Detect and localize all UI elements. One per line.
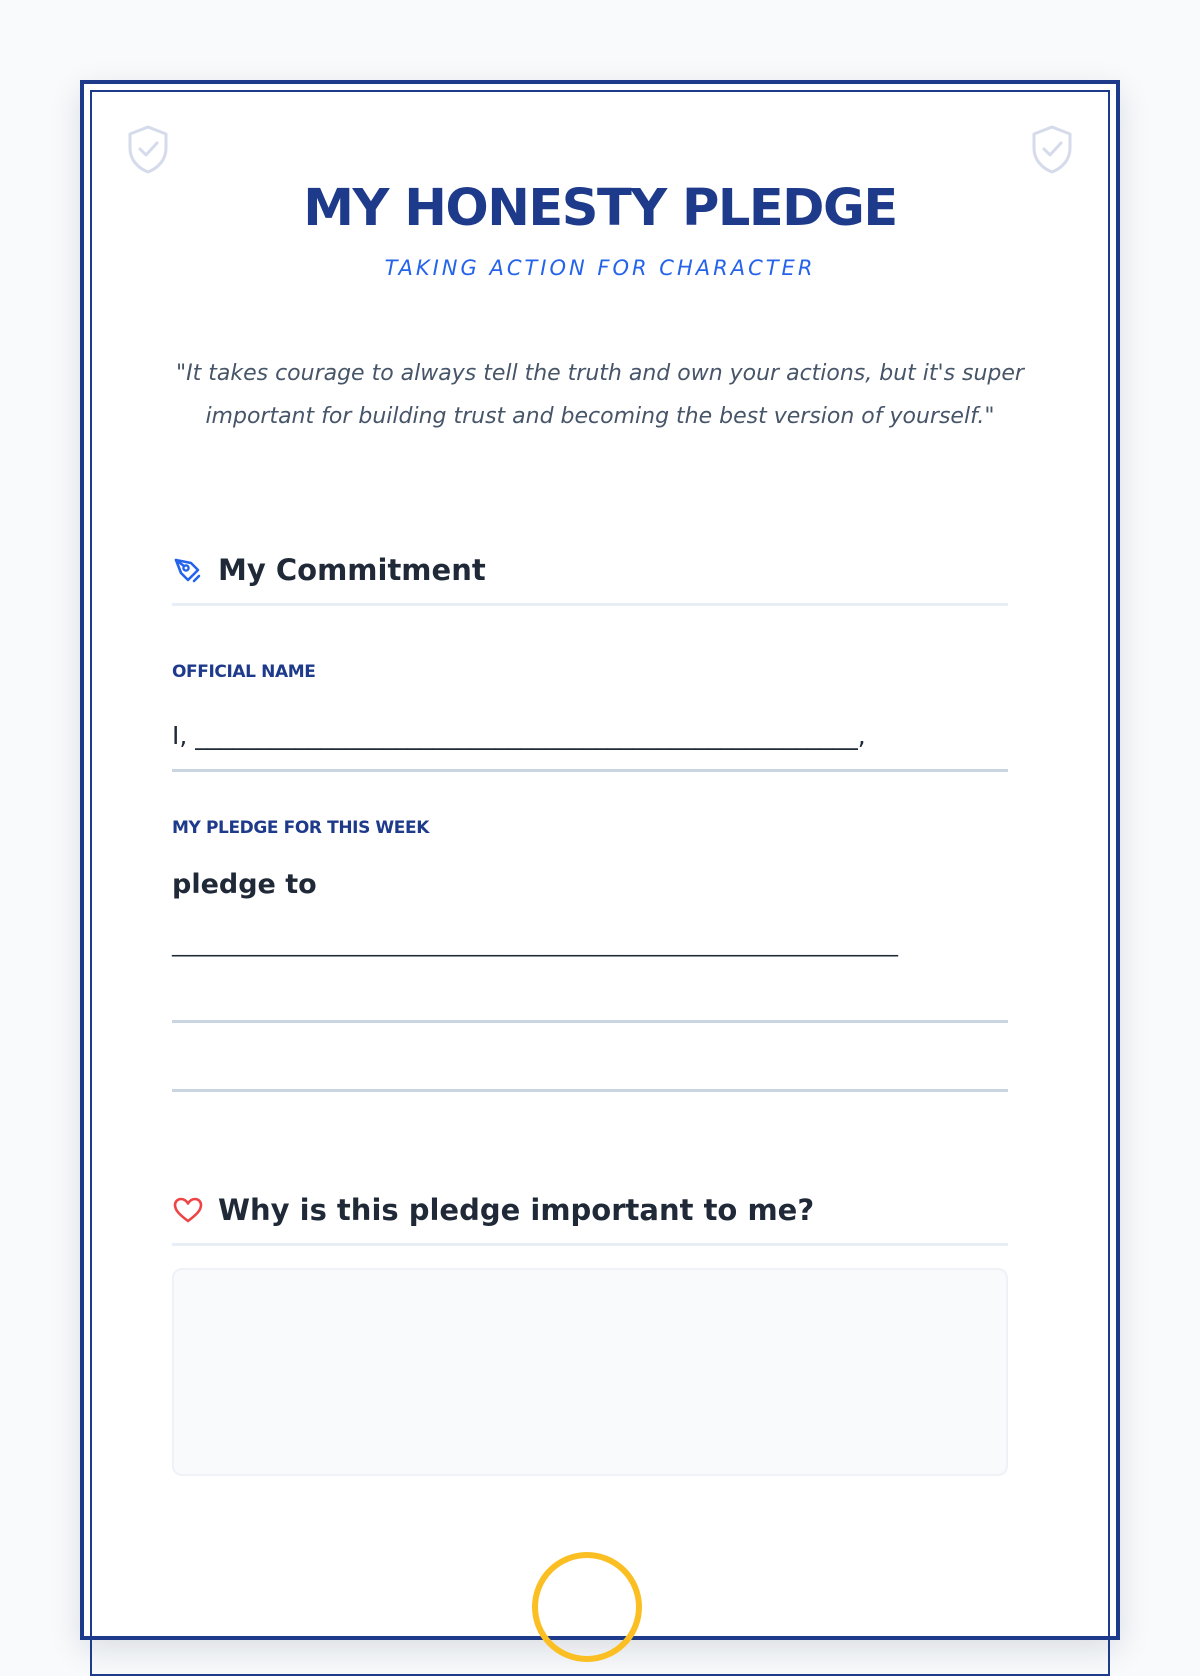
pledge-writing-line[interactable] <box>172 1089 1008 1092</box>
pledge-blank-line[interactable]: __________________________________________________________________ <box>172 932 898 957</box>
commitment-heading: My Commitment <box>218 552 486 587</box>
commitment-section-header <box>172 536 1008 606</box>
motivational-quote: "It takes courage to always tell the truth and own your actions, but it's super important for building trust and becoming the best version of yourself." <box>176 361 1024 429</box>
award-badge <box>532 1552 642 1662</box>
why-answer-textarea[interactable] <box>172 1268 1008 1476</box>
pledge-card <box>80 80 1120 1640</box>
official-name-label: OFFICIAL NAME <box>172 662 316 682</box>
pen-nib-icon <box>172 554 204 586</box>
shield-check-icon <box>126 124 170 174</box>
official-name-field[interactable]: I, _____________________________________________________, <box>172 700 1008 772</box>
why-heading: Why is this pledge important to me? <box>218 1192 815 1227</box>
heart-icon <box>172 1194 204 1226</box>
pledge-writing-line[interactable] <box>172 1020 1008 1023</box>
page-title: MY HONESTY PLEDGE <box>303 179 897 238</box>
weekly-pledge-label: MY PLEDGE FOR THIS WEEK <box>172 818 429 838</box>
pledge-prefix-text: pledge to <box>172 869 317 900</box>
why-section-header <box>172 1176 1008 1246</box>
shield-check-icon <box>1030 124 1074 174</box>
page-subtitle: TAKING ACTION FOR CHARACTER <box>384 256 816 280</box>
